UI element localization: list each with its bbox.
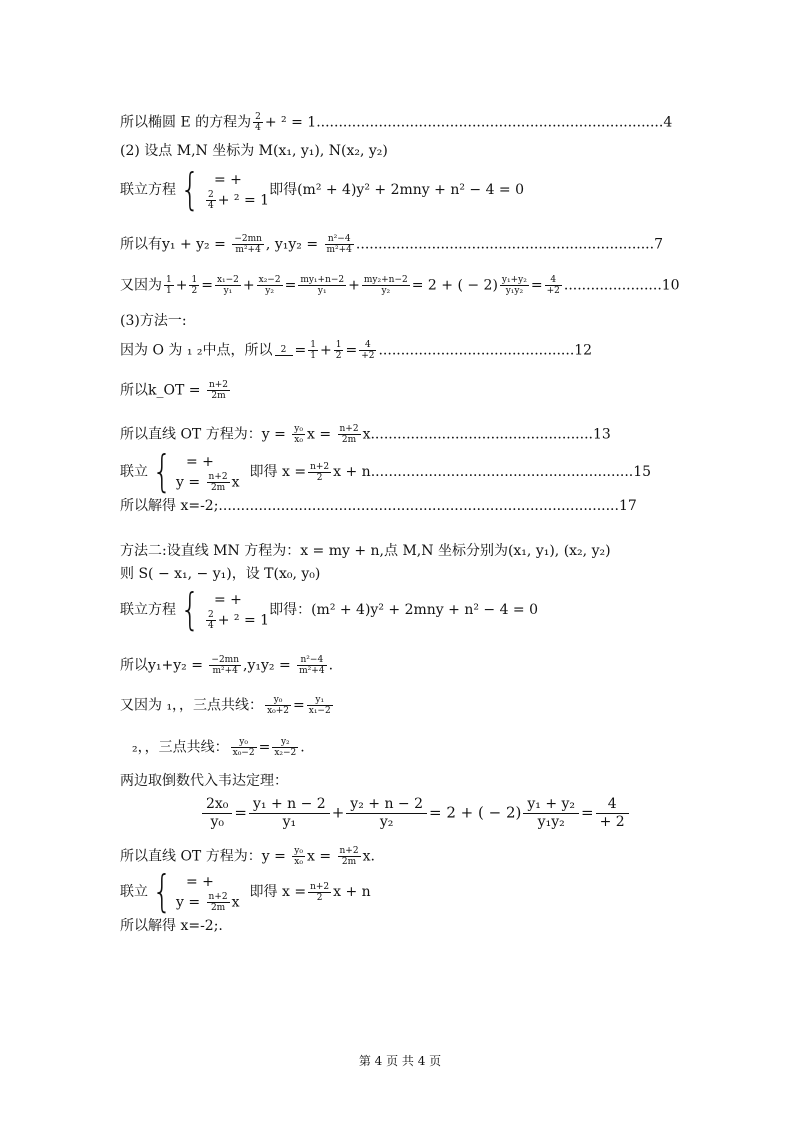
brace-icon: { [152,446,172,497]
brace-icon: { [152,866,172,917]
line-ot-equation-2: 所以直线 OT 方程为：y = $\frac{\text{y₀}}{\text{x₀}}$ x = $\frac{n+2}{2m}$ x. [120,846,375,867]
brace-icon: { [180,164,200,215]
system-equations-4: 联立 { = + y = $\frac{n+2}{2m}$ x 即得 x = $\frac{n+2}{2}$ x + n [120,866,371,917]
line-kot: 所以k_OT = $\frac{n+2}{2m}$ [120,380,229,401]
line-solve-2: 所以解得 x=-2;. [120,918,223,934]
line-method-one: (3)方法一: [120,313,187,329]
line-reciprocal-note: 两边取倒数代入韦达定理： [120,773,288,789]
line-points-s-t: 则 S( − x₁, − y₁)，设 T(x₀, y₀) [120,566,321,582]
line-ot-equation-1: 所以直线 OT 方程为：y = $\frac{\text{y₀}}{\text{x₀}}$ x = $\frac{n+2}{2m}$ x..................................................13 [120,424,611,445]
brace-icon: { [180,584,200,635]
page-footer: 第 4 页 共 4 页 [358,1054,442,1068]
fraction: $\frac{2}{4}$ [255,112,261,133]
system-equations-3: 联立方程 { = + $\frac{2}{4}$ + ² = 1 即得：(m² + 4)y² + 2mny + n² − 4 = 0 [120,584,539,635]
line-method-two: 方法二:设直线 MN 方程为：x = my + n,点 M,N 坐标分别为(x₁, y₁), (x₂, y₂) [120,543,611,559]
line-part2-setup: (2) 设点 M,N 坐标为 M(x₁, y₁), N(x₂, y₂) [120,143,388,159]
line-collinear-2: ₂，，三点共线： $\frac{\text{y₀}}{\text{x₀−2}}$ = $\frac{\text{y₂}}{\text{x₂−2}}$ . [132,737,305,758]
line-big-equation: $\frac{\text{2x₀}}{\text{y₀}}$ = $\frac{\text{y₁ + n − 2}}{\text{y₁}}$ + $\frac{\text{y₂ + n − 2}}{\text{y₂}}$ = 2 + ( − 2) $\frac{\text{y₁ + y₂}}{\text{y₁y₂}}$ = $\frac{4}{+ 2}$ [200,796,631,831]
line-slope-sum: 又因为 $\frac{1}{1}$ + $\frac{1}{2}$ = $\frac{\text{x₁−2}}{\text{y₁}}$ + $\frac{\text{x₂−2}}{\text{y₂}}$ = $\frac{\text{my₁+n−2}}{\text{y₁}}$ + $\frac{\text{my₂+n−2}}{\text{y₂}}$ = 2 + ( − 2) $\frac{\text{y₁+y₂}}{\text{y₁y₂}}$ = $\frac{4}{+2}$ ......................10 [120,275,680,296]
line-vieta-1: 所以有y₁ + y₂ = $\frac{-2mn}{\text{m²+4}}$ , y₁y₂ = $\frac{\text{n²−4}}{\text{m²+4}}$ ...................................................................7 [120,234,663,255]
line-solve-1: 所以解得 x=-2;..........................................................................................17 [120,498,637,514]
line-vieta-2: 所以y₁+y₂ = $\frac{-2mn}{\text{m²+4}}$ ,y₁y₂ = $\frac{\text{n²−4}}{\text{m²+4}}$ . [120,655,334,676]
line-midpoint: 因为 O 为 ₁ ₂中点，所以 2 = $\frac{1}{1}$ + $\frac{1}{2}$ = $\frac{4}{+2}$ ............................................12 [120,340,593,361]
line-ellipse-equation: 所以椭圆 E 的方程为 $\frac{2}{4}$ + ² = 1..............................................................................4 [120,112,673,133]
line-collinear-1: 又因为 ₁，，三点共线： $\frac{\text{y₀}}{\text{x₀+2}}$ = $\frac{\text{y₁}}{\text{x₁−2}}$ [120,695,331,716]
system-equations-1: 联立方程 { = + $\frac{2}{4}$ + ² = 1 即得(m² + 4)y² + 2mny + n² − 4 = 0 [120,164,525,215]
system-equations-2: 联立 { = + y = $\frac{n+2}{2m}$ x 即得 x = $\frac{n+2}{2}$ x + n ...........................................................15 [120,446,652,497]
text: 所以椭圆 E 的方程为 [120,114,252,131]
